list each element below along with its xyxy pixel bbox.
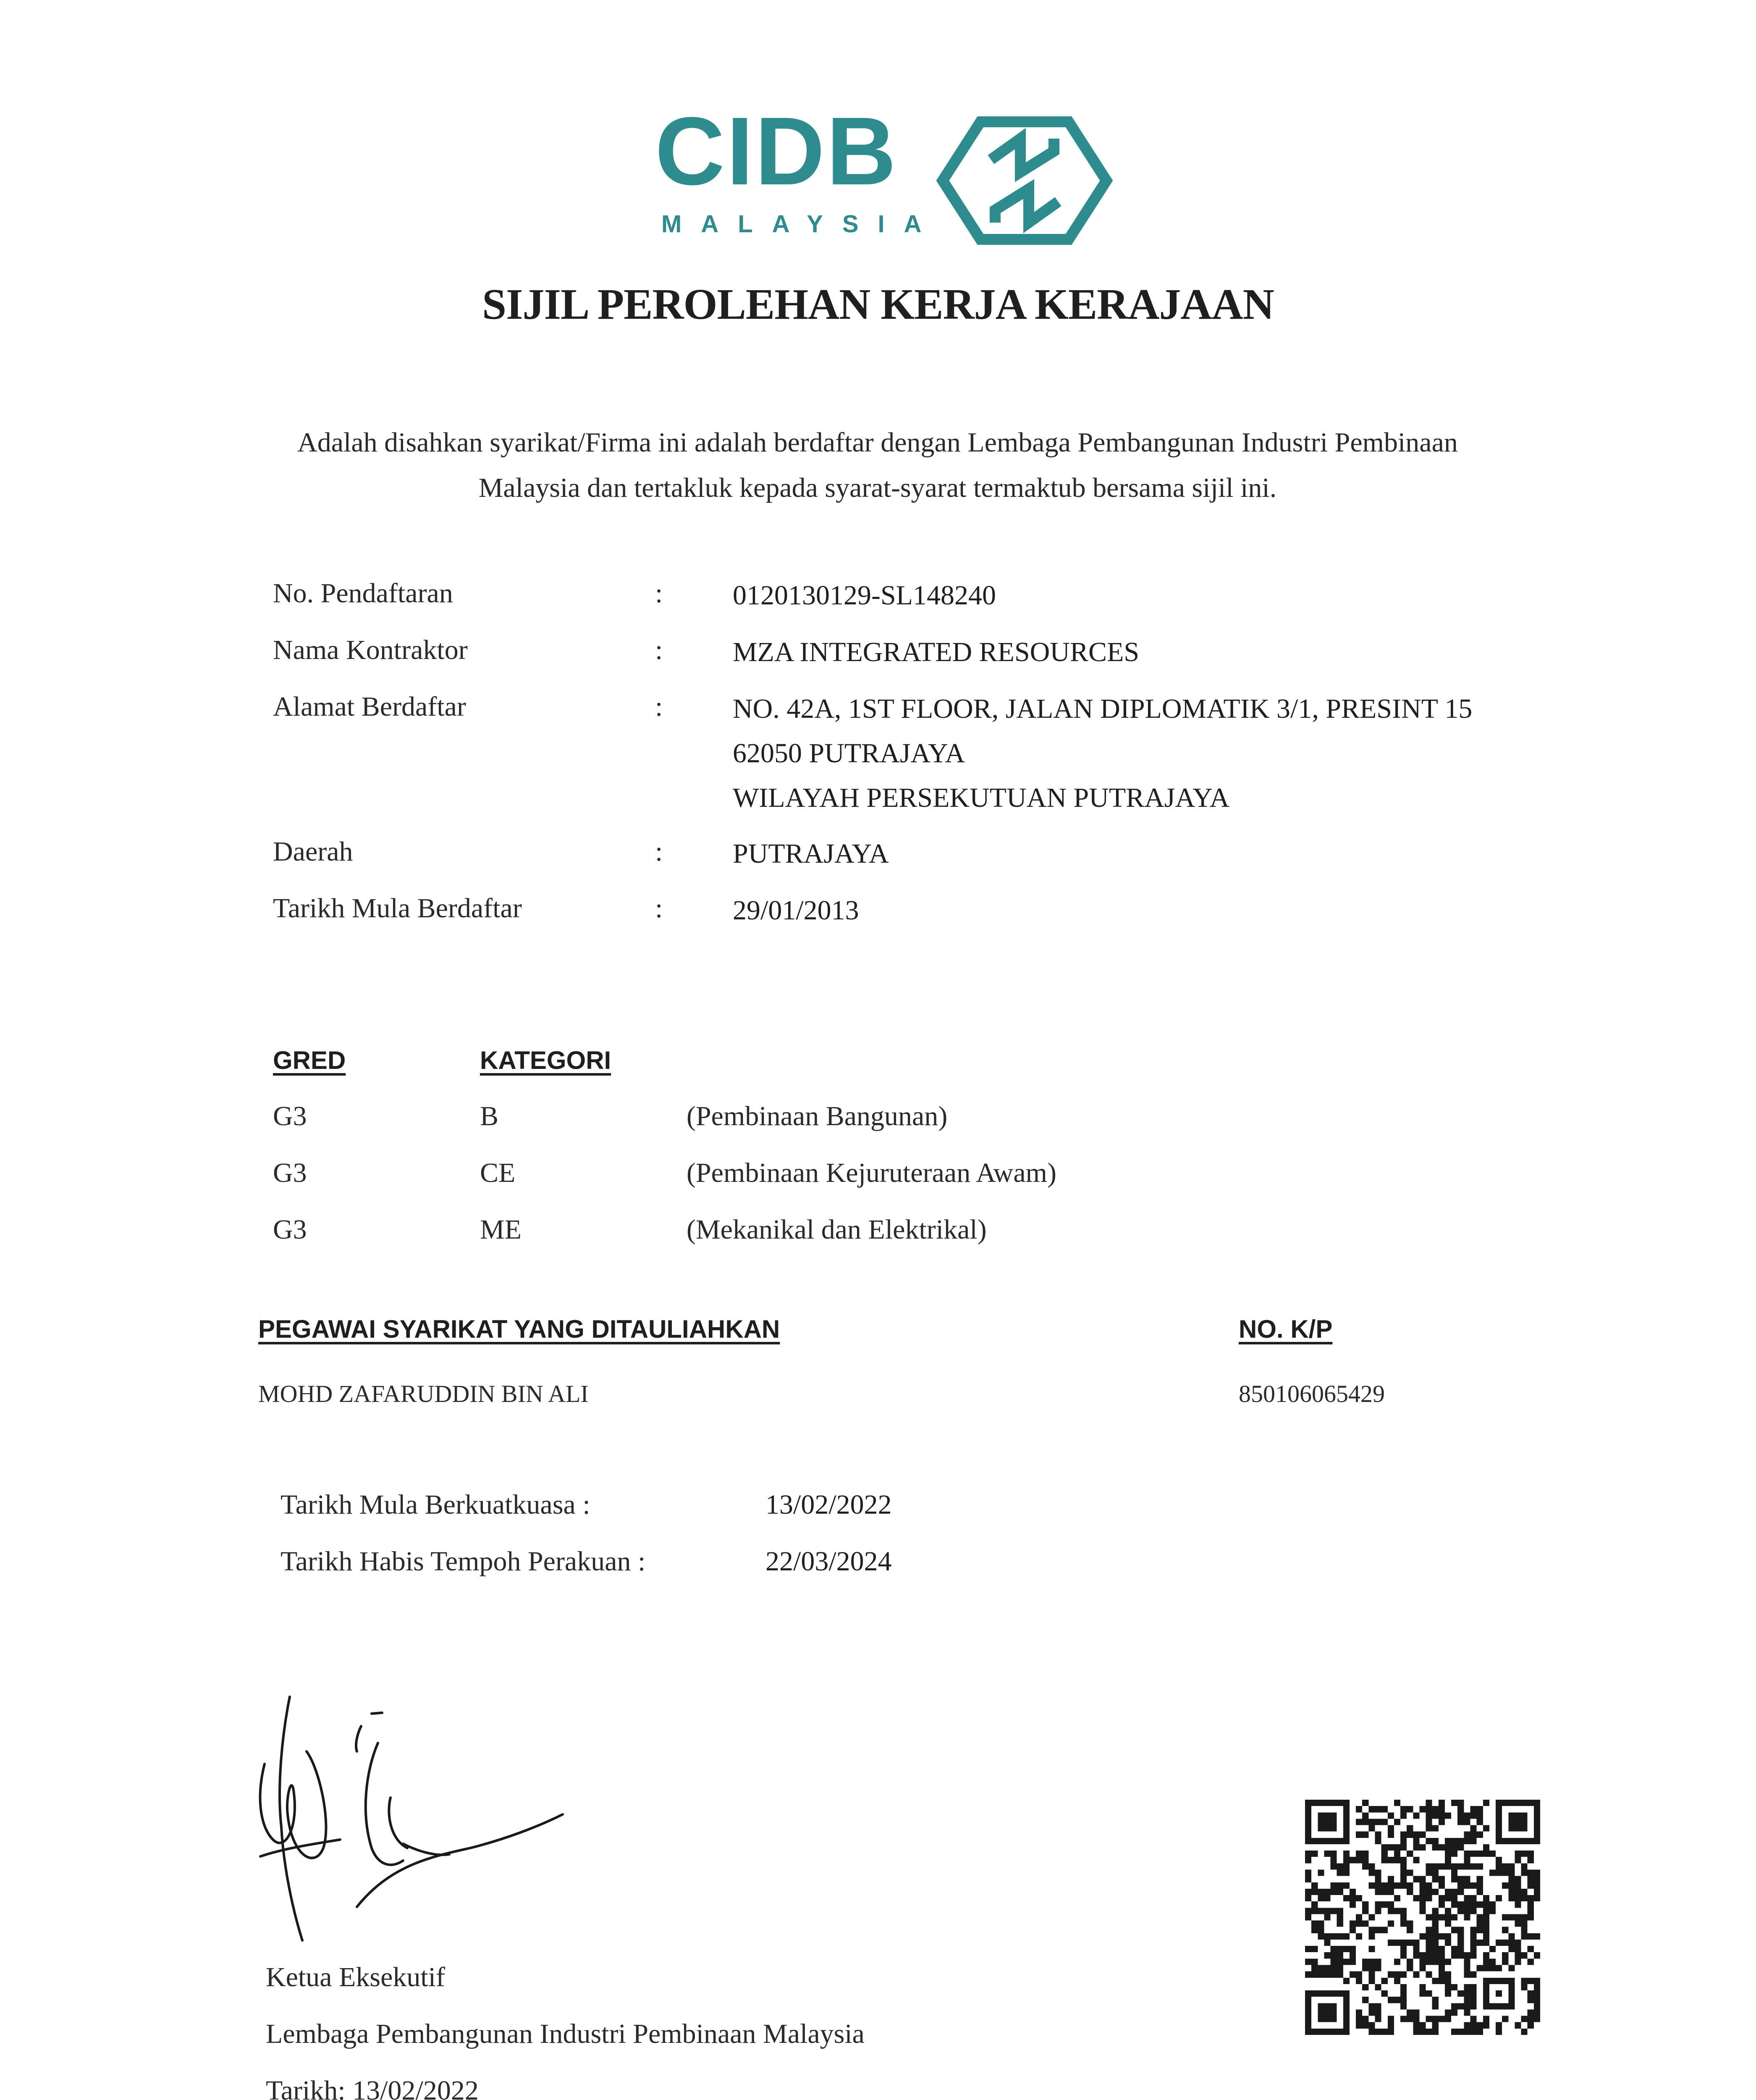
colon: : (655, 893, 663, 924)
registration-no-label: No. Pendaftaran (273, 578, 453, 609)
address-label: Alamat Berdaftar (273, 691, 466, 722)
grade-header: GRED (273, 1046, 346, 1074)
contractor-name-value: MZA INTEGRATED RESOURCES (733, 637, 1140, 667)
colon: : (655, 836, 663, 867)
logo-wordmark: CIDB (655, 97, 898, 205)
cidb-emblem-icon (936, 113, 1113, 248)
registration-date-value: 29/01/2013 (733, 895, 859, 926)
category-desc: (Mekanikal dan Elektrikal) (687, 1214, 987, 1245)
signature-image (252, 1688, 571, 1949)
registration-no-value: 0120130129-SL148240 (733, 580, 996, 611)
logo-subtitle: MALAYSIA (661, 210, 941, 238)
expiry-date-label: Tarikh Habis Tempoh Perakuan : (280, 1546, 646, 1577)
officer-name-header: PEGAWAI SYARIKAT YANG DITAULIAHKAN (258, 1315, 780, 1343)
effective-date-label: Tarikh Mula Berkuatkuasa : (280, 1489, 590, 1520)
officer-name: MOHD ZAFARUDDIN BIN ALI (258, 1380, 589, 1407)
effective-date-value: 13/02/2022 (765, 1489, 892, 1520)
contractor-name-label: Nama Kontraktor (273, 635, 468, 665)
category-code: B (480, 1101, 499, 1131)
officer-id: 850106065429 (1239, 1380, 1385, 1407)
colon: : (655, 691, 663, 722)
category-code: ME (480, 1214, 522, 1245)
colon: : (655, 578, 663, 609)
signatory-org: Lembaga Pembangunan Industri Pembinaan Malaysia (266, 2019, 865, 2049)
registration-date-label: Tarikh Mula Berdaftar (273, 893, 522, 924)
address-line-3: WILAYAH PERSEKUTUAN PUTRAJAYA (733, 782, 1230, 813)
qr-code-icon (1305, 1800, 1540, 2035)
expiry-date-value: 22/03/2024 (765, 1546, 892, 1577)
category-desc: (Pembinaan Kejuruteraan Awam) (687, 1158, 1056, 1188)
certificate-title: SIJIL PEROLEHAN KERJA KERAJAAN (482, 280, 1274, 328)
category-desc: (Pembinaan Bangunan) (687, 1101, 948, 1131)
district-value: PUTRAJAYA (733, 838, 889, 869)
intro-line-2: Malaysia dan tertakluk kepada syarat-syarat termaktub bersama sijil ini. (478, 472, 1277, 503)
address-line-2: 62050 PUTRAJAYA (733, 738, 965, 769)
intro-line-1: Adalah disahkan syarikat/Firma ini adalah berdaftar dengan Lembaga Pembangunan Industri Pembinaan (297, 427, 1458, 458)
category-header: KATEGORI (480, 1046, 611, 1074)
grade-cell: G3 (273, 1158, 307, 1188)
grade-cell: G3 (273, 1214, 307, 1245)
grade-cell: G3 (273, 1101, 307, 1131)
signatory-date: Tarikh: 13/02/2022 (266, 2075, 479, 2100)
category-code: CE (480, 1158, 516, 1188)
officer-id-header: NO. K/P (1239, 1315, 1333, 1343)
colon: : (655, 635, 663, 665)
address-line-1: NO. 42A, 1ST FLOOR, JALAN DIPLOMATIK 3/1, PRESINT 15 (733, 693, 1473, 724)
district-label: Daerah (273, 836, 353, 867)
signatory-role: Ketua Eksekutif (266, 1962, 446, 1992)
intro-paragraph (235, 420, 1520, 511)
